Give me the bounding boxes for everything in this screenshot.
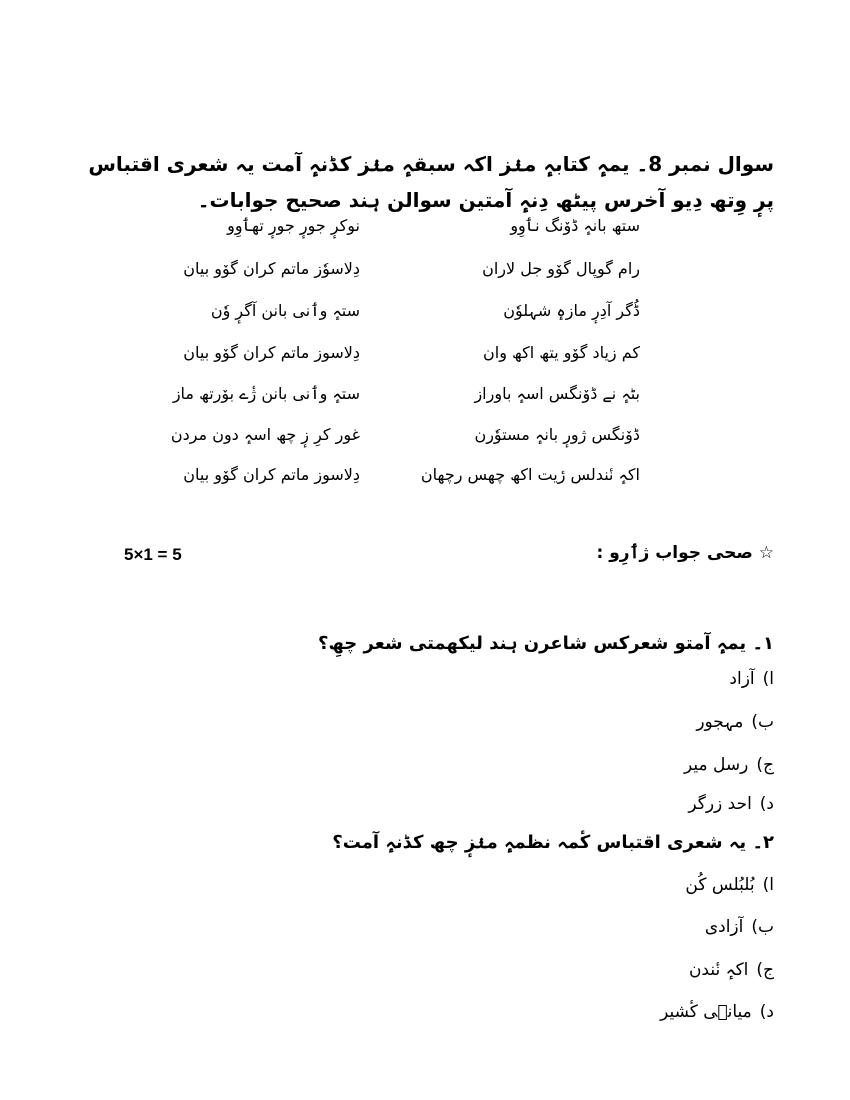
question-text: ۲۔ یہ شعری اقتباس کٔمہ نظمہٕ منٛزٕ چھ کڈنہٕ آمت؟: [332, 832, 774, 853]
question-text: ۱۔ یمہٕ آمتو شعرکس شاعرن ہند لیکھمتی شعر چھِ؟: [318, 633, 774, 654]
option-text: احد زرگر: [688, 794, 752, 814]
instruction-text: ☆ صحی جواب ژٲرِو :: [596, 543, 774, 563]
option-letter: ج): [756, 960, 774, 980]
option-item: [685, 870, 774, 900]
poem-line-left: ستہٕ وٲنی بانن ژٔے بوٚرتھ ماز: [172, 384, 360, 403]
option-text: میانٛی کٔشیر: [660, 1002, 752, 1022]
poem-line-left: نوکرٕ جورٕ جورٕ تھٲوِو: [227, 216, 360, 235]
poem-line-right: بٹہٕ نے ڈوٚنگس اسہٕ باوراز: [474, 384, 640, 403]
option-item: [688, 789, 774, 819]
option-letter: ب): [751, 917, 774, 937]
poem-line-left: غور کرِ زٕ چھ اسہٕ دون مردن: [170, 425, 360, 444]
option-letter: ج): [756, 755, 774, 775]
poem-line-right: رام گوپال گوٚو جل لاران: [482, 259, 640, 278]
option-letter: د): [759, 1002, 774, 1022]
option-item: [660, 997, 774, 1027]
option-letter: ا): [762, 875, 774, 895]
option-text: بُلبُلس کُن: [685, 875, 755, 895]
poem-line-left: دِلاسوز ماتم کران گوٚو بیان: [183, 465, 360, 484]
poem-line-right: ڈُگر آدِرٕ مازہٕ شہلوٗن: [503, 301, 640, 320]
option-item: [696, 707, 774, 737]
marks-text: 5×1 = 5: [124, 545, 182, 564]
poem-line-left: دِلاسوز ماتم کران گوٚو بیان: [183, 343, 360, 362]
option-text: رسل میر: [684, 755, 749, 775]
poem-line-left: ستہٕ وٲنی بانن آگرٕ وٗن: [210, 301, 360, 320]
option-text: اکہٕ نٔندن: [688, 960, 749, 980]
option-item: [729, 664, 774, 694]
option-item: [689, 955, 774, 985]
option-text: مہجور: [696, 712, 744, 732]
option-letter: د): [759, 794, 774, 814]
poem-line-right: کم زیاد گوٚو یتھ اکھ وان: [483, 343, 640, 362]
option-item: [705, 912, 774, 942]
option-letter: ب): [751, 712, 774, 732]
option-letter: ا): [762, 669, 774, 689]
poem-line-right: اکہٕ نٔندلس رٔیت اکھ چھس رچھان: [420, 465, 640, 484]
poem-line-right: ستھ بانہٕ ڈوٚنگ نٲوِو: [510, 216, 640, 235]
option-item: [684, 750, 774, 780]
option-text: آزادی: [704, 917, 744, 937]
poem-line-left: دِلاسوٗز ماتم کران گوٚو بیان: [183, 259, 360, 278]
option-text: آزاد: [729, 669, 755, 689]
poem-line-right: ڈوٚنگس ژورٕ بانہٕ مستوٗرن: [474, 425, 640, 444]
question-heading: سوال نمبر 8۔ یمہٕ کتابہٕ منٛز اکہ سبقہٕ منٛز کڈنہٕ آمت یہ شعری اقتباس پرٕ وِتھ دِیو آخرس پیٹھ دِنہٕ آمتین سوالن ہند صحیح جوابات۔: [88, 152, 774, 212]
